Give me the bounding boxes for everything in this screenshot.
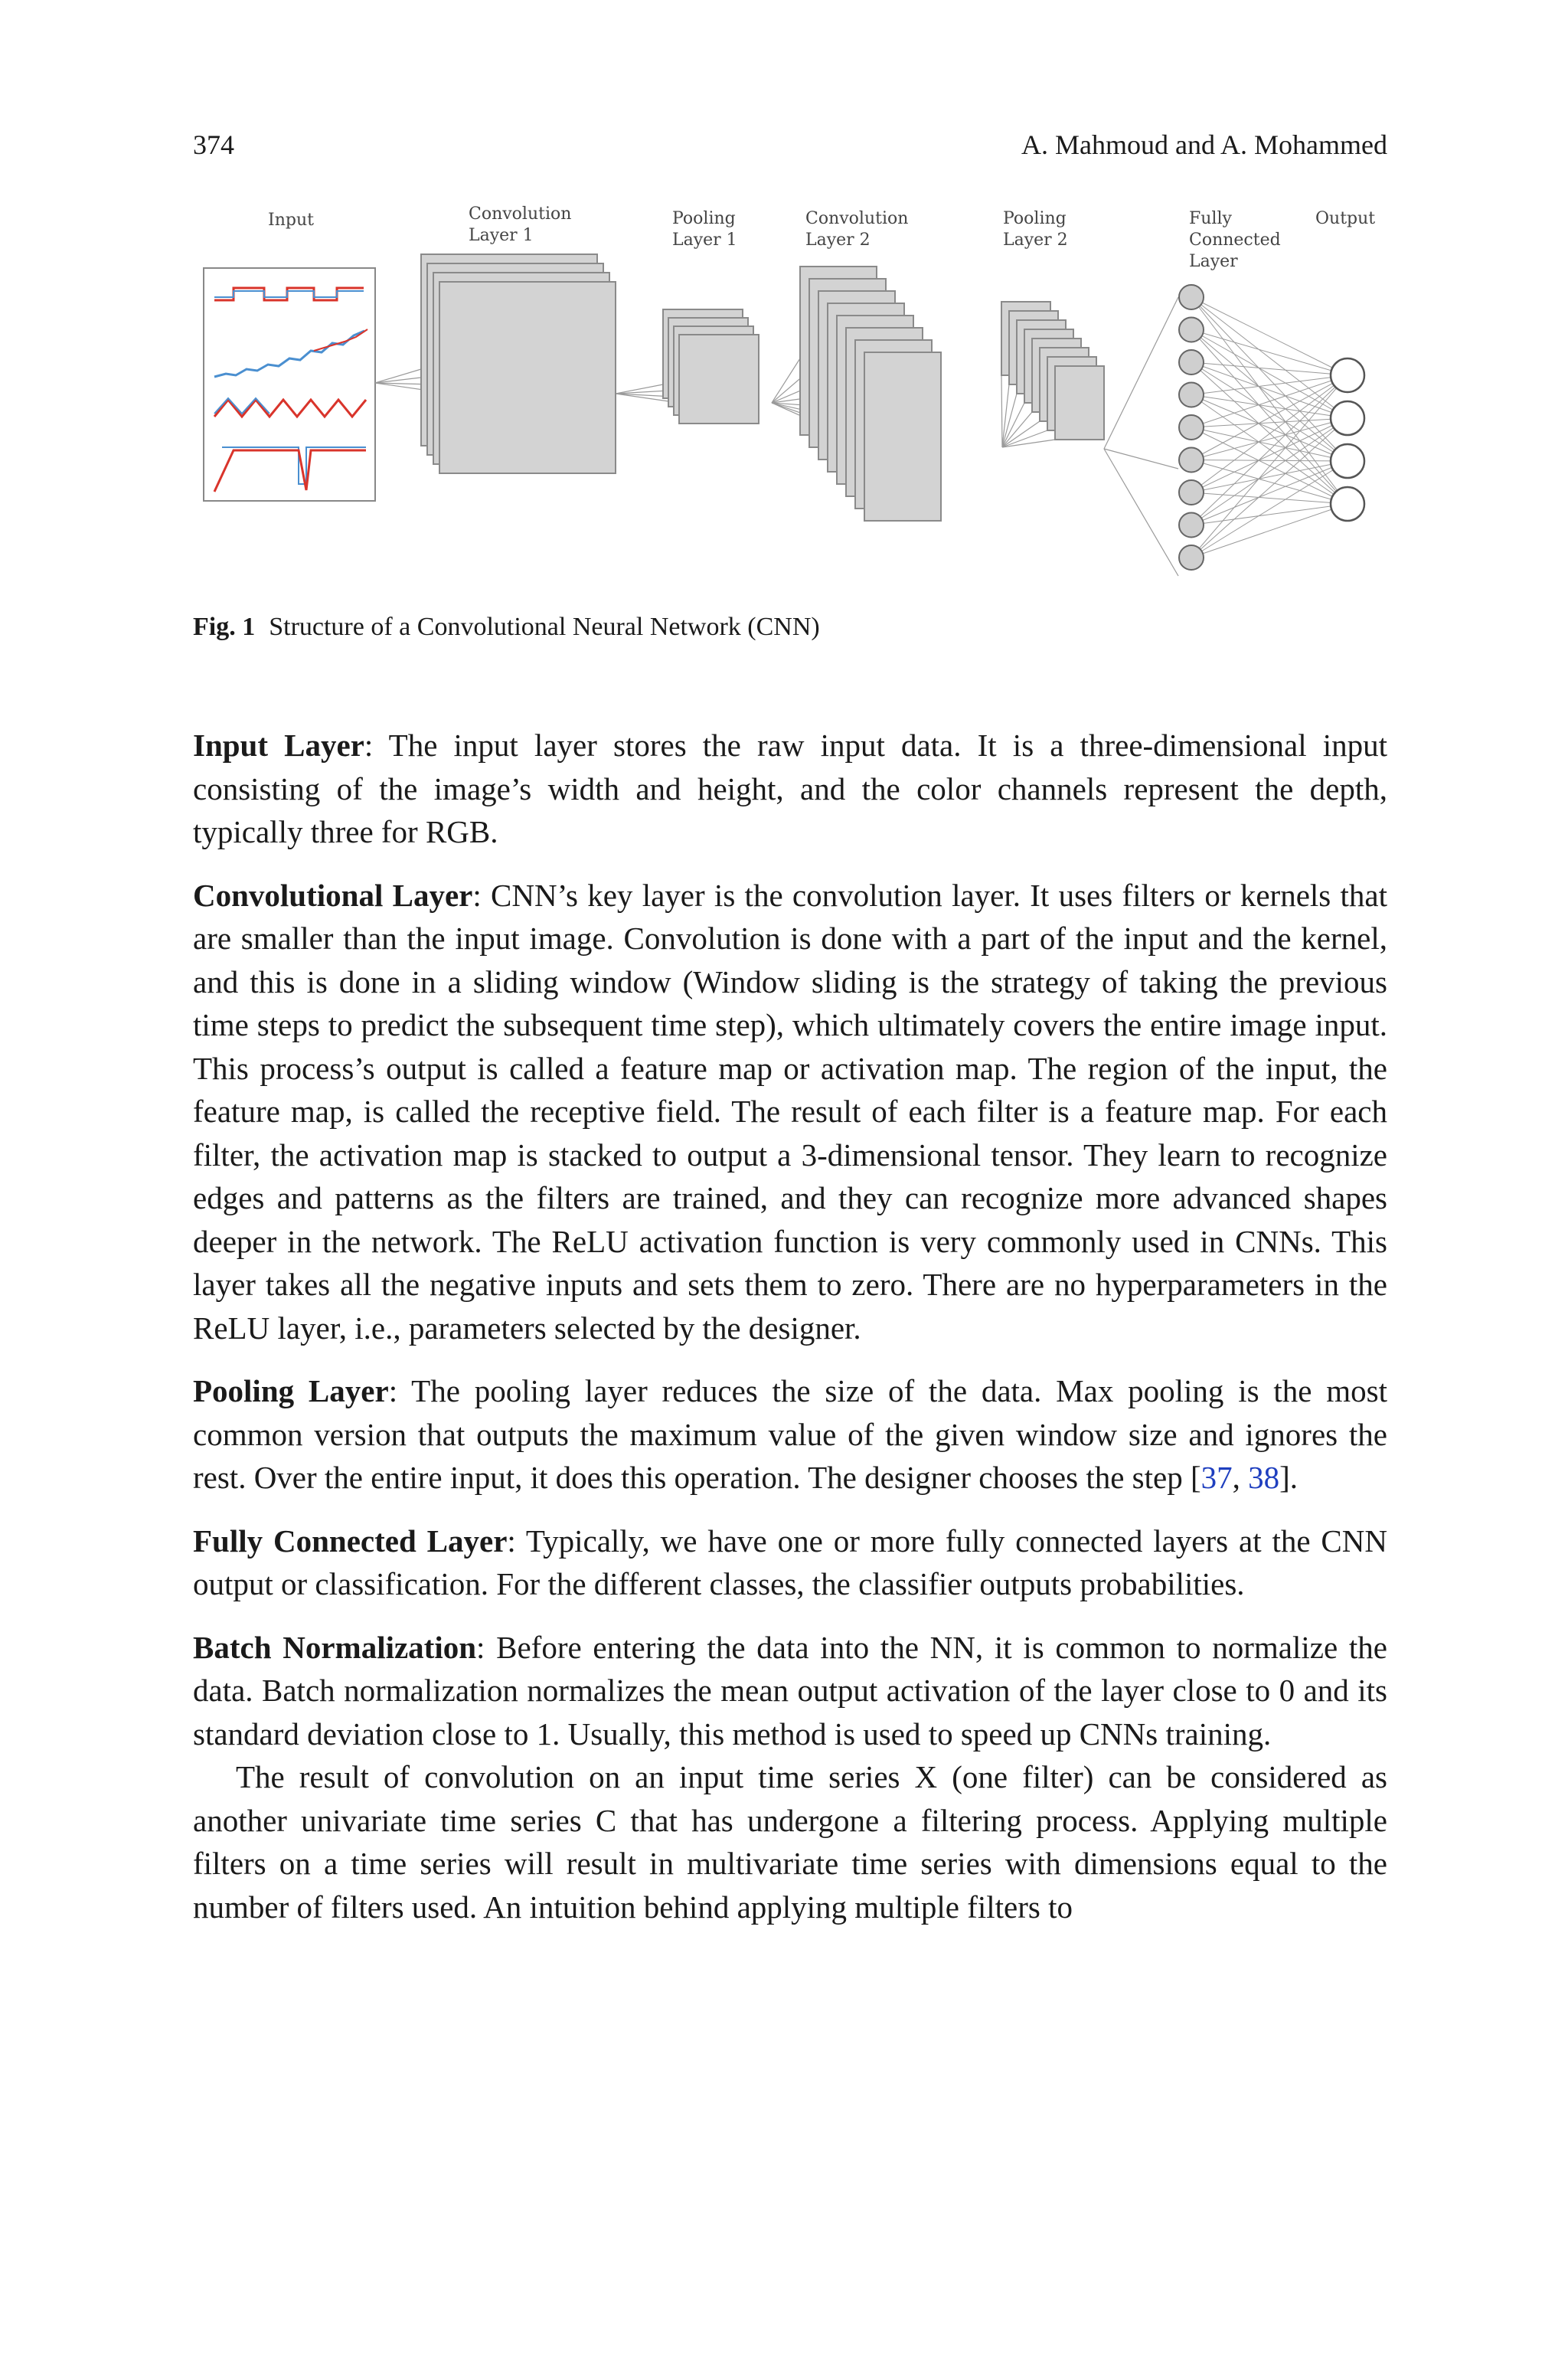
fc-output-connection-line — [1191, 362, 1348, 504]
term-batch-normalization: Batch Normalization — [193, 1629, 477, 1665]
citation-link[interactable]: 37 — [1200, 1460, 1233, 1495]
output-neuron — [1331, 444, 1364, 478]
conv2-feature-map — [864, 352, 941, 521]
fc-neuron — [1179, 448, 1204, 473]
citation-separator: , — [1232, 1460, 1249, 1495]
label-input: Input — [268, 211, 314, 230]
output-neuron — [1331, 401, 1364, 435]
fc-output-connection-line — [1191, 297, 1348, 461]
term-pooling-layer: Pooling Layer — [193, 1373, 389, 1408]
figure-caption-text: Structure of a Convolutional Neural Network (CNN) — [269, 613, 820, 641]
fc-output-connection-line — [1191, 395, 1348, 419]
paragraph-text: : The input layer stores the raw input data. It is a three-dimensional input consisting of the image’s width and height, and the color channels represent the depth, typically three for RGB. — [193, 728, 1388, 849]
cnn-structure-figure — [191, 193, 1386, 591]
output-neuron — [1331, 487, 1364, 521]
label-pool1-line1: Pooling — [672, 209, 736, 228]
fc-neuron — [1179, 513, 1204, 538]
body-text — [193, 724, 1387, 1928]
paragraph-text: : The pooling layer reduces the size of the data. Max pooling is the most common version that outputs the maximum value of the given window size and ignores the rest. Over the entire input, it does this operation. The designer chooses the step [ — [193, 1373, 1387, 1495]
term-convolutional-layer: Convolutional Layer — [193, 877, 473, 913]
fc-neuron — [1179, 285, 1204, 309]
label-fc-line2: Connected — [1189, 231, 1281, 250]
fc-output-connection-line — [1191, 362, 1348, 418]
conv1-feature-map — [439, 282, 616, 473]
page-number: 374 — [193, 129, 234, 160]
connection-line — [1104, 449, 1178, 469]
paragraph-input-layer — [193, 724, 1387, 854]
paragraph-convolutional-layer — [193, 874, 1387, 1350]
fc-neuron — [1179, 545, 1204, 570]
fc-neuron — [1179, 383, 1204, 407]
label-conv2-line1: Convolution — [805, 209, 909, 228]
pool2-feature-map — [1055, 366, 1104, 440]
paragraph-text: : Before entering the data into the NN, it is common to normalize the data. Batch normalization normalizes the mean output activation of the layer close to 0 and its standard deviation close to 1. Usually, this method is used to speed up CNNs training. — [193, 1629, 1387, 1752]
fc-output-connection-line — [1191, 330, 1348, 462]
paragraph-text: : Typically, we have one or more fully connected layers at the CNN output or classification. For the different classes, the classifier outputs probabilities. — [193, 1523, 1387, 1601]
fc-output-connection-line — [1191, 297, 1348, 504]
fc-output-connection-line — [1191, 418, 1348, 492]
connection-line — [1104, 297, 1178, 449]
paragraph-text: The result of convolution on an input time series X (one filter) can be considered as another univariate time series C that has undergone a filtering process. Applying multiple filters on a time series will result in multivariate time series with dimensions equal to the number of filters used. An intuition behind applying multiple filters to — [193, 1759, 1387, 1925]
citation-link[interactable]: 38 — [1248, 1460, 1280, 1495]
fc-output-connection-line — [1191, 460, 1348, 462]
figure-label: Fig. 1 — [193, 613, 256, 641]
neurons — [1179, 285, 1364, 570]
paragraph-pooling-layer — [193, 1369, 1387, 1500]
connection-line — [1002, 384, 1009, 447]
fc-output-connection-line — [1191, 427, 1348, 461]
figure-caption — [193, 613, 820, 642]
label-conv1-line1: Convolution — [469, 204, 572, 224]
running-head-authors: A. Mahmoud and A. Mohammed — [1021, 129, 1387, 160]
connection-line — [1001, 375, 1002, 447]
connection-line — [1104, 449, 1178, 576]
connection-line — [1002, 440, 1055, 447]
pool1-feature-map — [679, 335, 759, 424]
paragraph-text: : CNN’s key layer is the convolution layer. It uses filters or kernels that are smaller than the input image. Convolution is done with a part of the input and the kernel, and this is done in a sliding window (Window sliding is the strategy of taking the previous time steps to predict the subsequent time step), which ultimately covers the entire image input. This process’s output is called a feature map or activation map. The region of the input, the feature map, is called the receptive field. The result of each filter is a feature map. For each filter, the activation map is stacked to output a 3-dimensional tensor. They learn to recognize edges and patterns as the filters are trained, and they can recognize more advanced shapes deeper in the network. The ReLU activation function is very commonly used in CNNs. This layer takes all the negative inputs and sets them to zero. There are no hyperparameters in the ReLU layer, i.e., parameters selected by the designer. — [193, 877, 1387, 1346]
connection-line — [375, 369, 421, 383]
fc-output-connection-line — [1191, 330, 1348, 505]
label-fc-line3: Layer — [1189, 252, 1238, 271]
fc-output-connection-line — [1191, 504, 1348, 525]
input-panel — [204, 268, 375, 501]
fc-neuron — [1179, 318, 1204, 342]
fc-neuron — [1179, 350, 1204, 375]
label-fc-line1: Fully — [1189, 209, 1232, 228]
fc-output-connection-line — [1191, 461, 1348, 525]
connection-line — [375, 377, 427, 383]
output-neuron — [1331, 358, 1364, 392]
paragraph-fully-connected-layer — [193, 1519, 1387, 1606]
label-pool1-line2: Layer 1 — [672, 231, 737, 250]
label-output: Output — [1315, 209, 1376, 228]
paragraph-text-tail: ]. — [1279, 1460, 1298, 1495]
fc-output-connection-line — [1191, 375, 1348, 460]
term-fully-connected-layer: Fully Connected Layer — [193, 1523, 508, 1559]
fc-output-connection-line — [1191, 375, 1348, 395]
label-conv2-line2: Layer 2 — [805, 231, 871, 250]
fc-neuron — [1179, 415, 1204, 440]
running-head — [193, 129, 1387, 167]
fc-output-connections — [1191, 297, 1348, 558]
label-pool2-line1: Pooling — [1003, 209, 1067, 228]
term-input-layer: Input Layer — [193, 728, 364, 763]
label-pool2-line2: Layer 2 — [1003, 231, 1068, 250]
label-conv1-line2: Layer 1 — [469, 226, 534, 245]
fc-neuron — [1179, 480, 1204, 505]
paragraph-batch-normalization — [193, 1626, 1387, 1756]
paragraph-continuation — [193, 1755, 1387, 1928]
fc-output-connection-line — [1191, 362, 1348, 461]
connection-line — [772, 358, 800, 403]
